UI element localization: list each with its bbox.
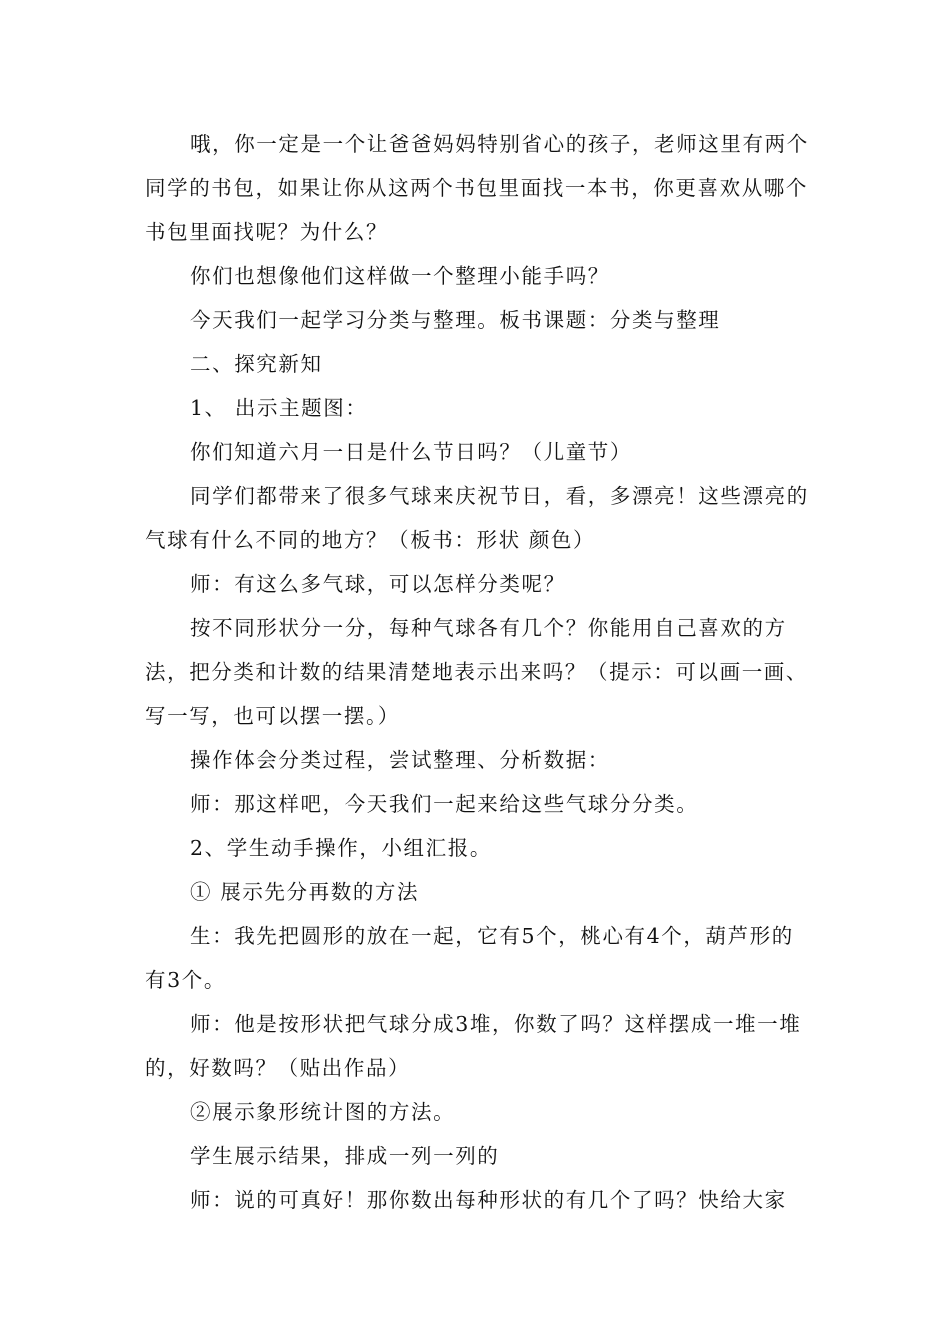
paragraph-topic: 今天我们一起学习分类与整理。板书课题：分类与整理	[190, 308, 721, 332]
paragraph-step-2: 2、学生动手操作，小组汇报。	[190, 836, 492, 860]
paragraph-shape-task: 按不同形状分一分，每种气球各有几个？你能用自己喜欢的方法，把分类和计数的结果清楚地表示出来吗？（提示：可以画一画、写一写，也可以摆一摆。）	[145, 616, 808, 728]
paragraph-festival-question: 你们知道六月一日是什么节日吗？（儿童节）	[190, 440, 632, 464]
paragraph-teacher-classify: 师：有这么多气球，可以怎样分类呢？	[190, 572, 566, 596]
paragraph-teacher-piles: 师：他是按形状把气球分成3堆，你数了吗？这样摆成一堆一堆的，好数吗？（贴出作品）	[145, 1012, 802, 1080]
paragraph-intro: 哦，你一定是一个让爸爸妈妈特别省心的孩子，老师这里有两个同学的书包，如果让你从这两个书包里面找一本书，你更喜欢从哪个书包里面找呢？为什么？	[145, 132, 809, 244]
section-heading-explore: 二、探究新知	[190, 352, 323, 376]
paragraph-operate: 操作体会分类过程，尝试整理、分析数据：	[190, 748, 610, 772]
paragraph-question-organizer: 你们也想像他们这样做一个整理小能手吗？	[190, 264, 610, 288]
paragraph-balloons: 同学们都带来了很多气球来庆祝节日，看，多漂亮！这些漂亮的气球有什么不同的地方？（板书：形状 颜色）	[145, 484, 809, 552]
paragraph-teacher-praise: 师：说的可真好！那你数出每种形状的有几个了吗？快给大家	[190, 1188, 787, 1212]
document-body	[145, 122, 815, 1222]
paragraph-method-1: ① 展示先分再数的方法	[190, 880, 420, 904]
paragraph-teacher-today: 师：那这样吧，今天我们一起来给这些气球分分类。	[190, 792, 699, 816]
paragraph-method-2: ②展示象形统计图的方法。	[190, 1100, 456, 1124]
paragraph-student-result: 学生展示结果，排成一列一列的	[190, 1144, 500, 1168]
paragraph-step-1: 1、 出示主题图：	[190, 396, 368, 420]
paragraph-student-answer: 生：我先把圆形的放在一起，它有5个，桃心有4个，葫芦形的有3个。	[145, 924, 794, 992]
